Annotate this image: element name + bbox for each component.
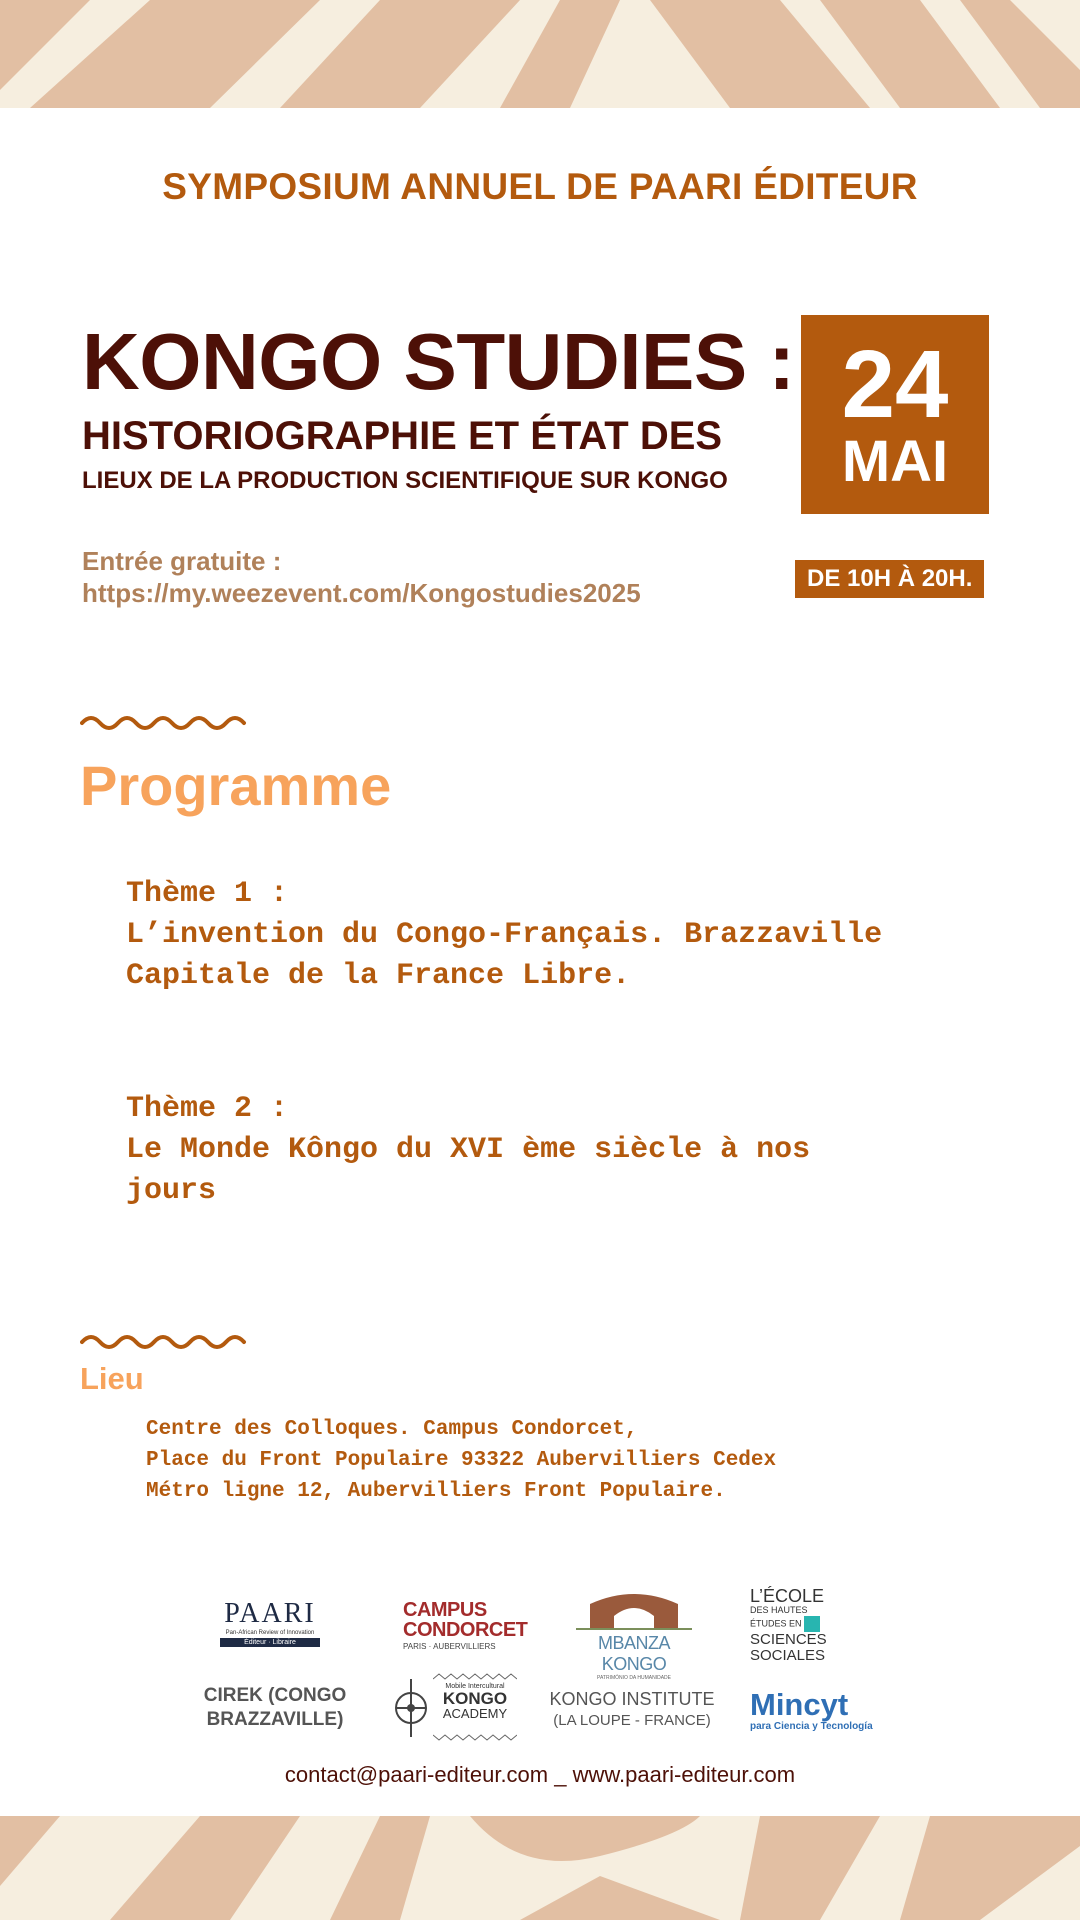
mbanza-kongo-logo <box>572 1590 696 1681</box>
programme-heading: Programme <box>80 754 392 817</box>
ruin-arch-icon <box>572 1590 696 1630</box>
mincyt-logo <box>750 1689 880 1732</box>
paari-logo <box>220 1600 320 1647</box>
venue-line-2: Place du Front Populaire 93322 Aubervilliers Cedex <box>146 1449 777 1472</box>
date-month: MAI <box>841 429 949 494</box>
ehess-logo-line-2b: ÉTUDES EN <box>750 1618 802 1629</box>
theme-1-label: Thème 1 : <box>126 877 289 911</box>
theme-1 <box>126 874 882 997</box>
campus-logo-line-1: CAMPUS <box>403 1599 487 1621</box>
ehess-logo <box>750 1587 840 1664</box>
wave-divider-venue <box>80 1330 250 1350</box>
registration-link[interactable]: https://my.weezevent.com/Kongostudies2025 <box>82 578 641 608</box>
venue-heading: Lieu <box>80 1361 144 1396</box>
ehess-logo-line-3b: SOCIALES <box>750 1647 826 1664</box>
campus-logo-line-2: CONDORCET <box>403 1619 528 1641</box>
wave-divider-programme <box>80 711 250 731</box>
zigzag-border-top <box>433 1673 517 1681</box>
kongo-institute-line-2: (LA LOUPE - FRANCE) <box>553 1712 711 1729</box>
event-title: KONGO STUDIES : <box>82 317 795 406</box>
mincyt-logo-name: Mincyt <box>750 1687 849 1722</box>
event-subtitle-line-2: LIEUX DE LA PRODUCTION SCIENTIFIQUE SUR KONGO <box>82 467 728 494</box>
bottom-decorative-band <box>0 1816 1080 1920</box>
ehess-logo-line-2a: DES HAUTES <box>750 1605 808 1615</box>
campus-logo-line-3: PARIS · AUBERVILLIERS <box>403 1642 496 1651</box>
symposium-title: SYMPOSIUM ANNUEL DE PAARI ÉDITEUR <box>162 166 918 207</box>
kongo-institute-line-1: KONGO INSTITUTE <box>549 1689 715 1709</box>
theme-2-line-1: Le Monde Kôngo du XVI ème siècle à nos <box>126 1133 811 1167</box>
theme-1-line-2: Capitale de la France Libre. <box>126 959 631 993</box>
theme-2-line-2: jours <box>126 1174 217 1208</box>
paari-logo-tagline: Pan-African Review of Innovation <box>225 1630 315 1636</box>
venue-line-1: Centre des Colloques. Campus Condorcet, <box>146 1418 638 1441</box>
teal-square-icon <box>804 1616 820 1632</box>
kongo-academy-text <box>433 1683 517 1720</box>
kongo-academy-line-3: ACADEMY <box>442 1706 508 1721</box>
cirek-logo <box>200 1684 350 1732</box>
mbanza-logo-tagline: PATRIMÓNIO DA HUMANIDADE <box>597 1675 671 1681</box>
kongo-academy-line-2: KONGO <box>442 1689 508 1708</box>
paari-logo-name: PAARI <box>224 1598 316 1629</box>
date-badge <box>801 315 989 514</box>
theme-1-line-1: L’invention du Congo-Français. Brazzaville <box>126 918 883 952</box>
paari-logo-bar: Éditeur · Libraire <box>220 1638 320 1647</box>
zebra-pattern-top <box>0 0 1080 108</box>
theme-2-label: Thème 2 : <box>126 1092 289 1126</box>
theme-2 <box>126 1089 810 1212</box>
contact-line[interactable]: contact@paari-editeur.com _ www.paari-editeur.com <box>284 1762 796 1787</box>
event-subtitle-line-1: HISTORIOGRAPHIE ET ÉTAT DES <box>82 414 723 458</box>
mincyt-logo-tagline: para Ciencia y Tecnología <box>750 1721 873 1732</box>
ehess-logo-line-1: L’ÉCOLE <box>750 1586 825 1606</box>
cirek-logo-line-1: CIREK (CONGO <box>203 1685 347 1706</box>
entry-label: Entrée gratuite : <box>82 546 282 576</box>
ehess-logo-line-2b-row <box>750 1616 840 1632</box>
cirek-logo-line-2: BRAZZAVILLE) <box>206 1709 344 1730</box>
ehess-logo-line-3a: SCIENCES <box>750 1631 827 1648</box>
zebra-pattern-bottom <box>0 1816 1080 1920</box>
campus-condorcet-logo <box>403 1599 528 1651</box>
mbanza-logo-name: MBANZA KONGO <box>597 1633 670 1674</box>
top-decorative-band <box>0 0 1080 108</box>
date-day: 24 <box>841 331 949 438</box>
kongo-institute-logo <box>548 1688 716 1732</box>
zigzag-border-bottom <box>433 1733 517 1741</box>
hours-badge: DE 10H À 20H. <box>795 560 984 598</box>
venue-line-3: Métro ligne 12, Aubervilliers Front Populaire. <box>146 1480 726 1503</box>
kongo-academy-line-1: Mobile Intercultural <box>445 1683 505 1690</box>
kongo-emblem-icon <box>393 1677 429 1739</box>
